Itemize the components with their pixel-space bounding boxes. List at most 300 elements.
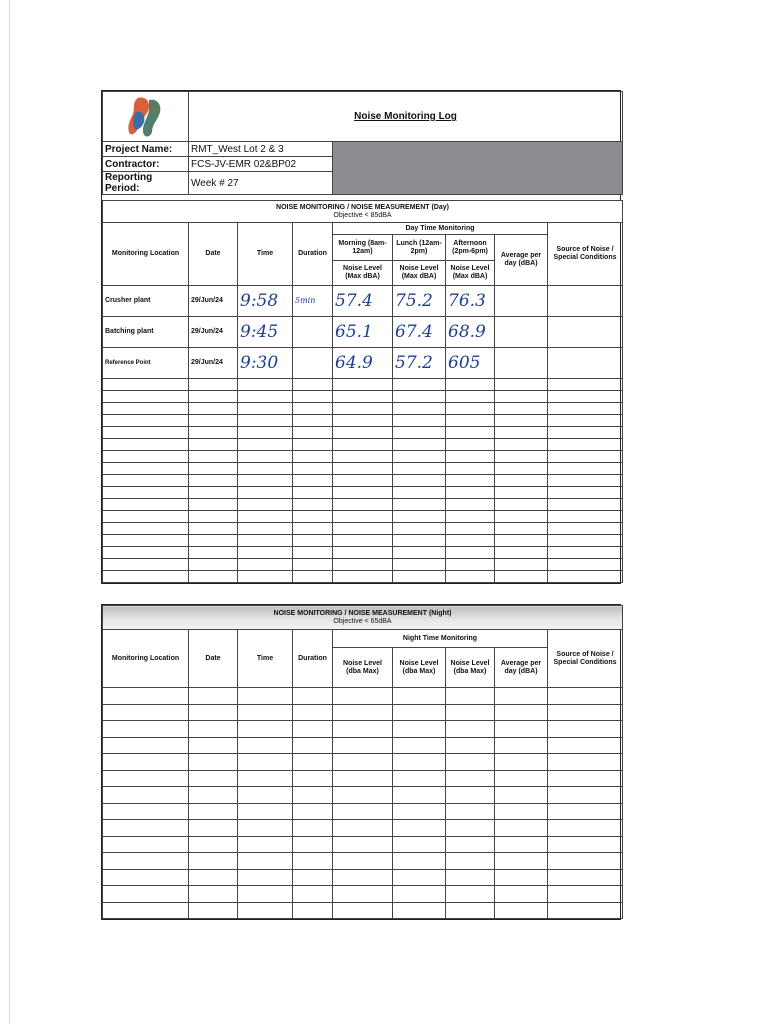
row-afternoon-level: 605 [446,348,495,379]
empty-cell [189,754,238,771]
empty-cell [189,886,238,903]
empty-cell [293,836,333,853]
empty-cell [393,571,446,583]
empty-cell [238,391,293,403]
row-date: 29/Jun/24 [189,286,238,317]
empty-cell [393,391,446,403]
empty-table-row [103,704,623,721]
empty-cell [446,787,495,804]
row-afternoon-level: 76.3 [446,286,495,317]
col-monitoring-location: Monitoring Location [103,223,189,286]
empty-cell [103,902,189,919]
shaded-header-block [333,142,623,195]
table-row [103,348,623,379]
empty-cell [103,770,189,787]
empty-cell [495,427,548,439]
empty-cell [189,463,238,475]
empty-cell [333,737,393,754]
empty-cell [393,487,446,499]
empty-cell [393,511,446,523]
empty-cell [495,547,548,559]
empty-cell [548,499,623,511]
empty-cell [293,487,333,499]
row-average [495,286,548,317]
empty-cell [189,427,238,439]
empty-cell [446,688,495,705]
empty-cell [495,803,548,820]
col-afternoon: Afternoon (2pm-6pm) [446,235,495,261]
empty-cell [189,787,238,804]
empty-cell [293,902,333,919]
empty-cell [333,721,393,738]
empty-cell [495,853,548,870]
empty-cell [333,836,393,853]
empty-cell [446,523,495,535]
empty-cell [103,439,189,451]
empty-cell [333,379,393,391]
empty-cell [103,475,189,487]
row-source [548,317,623,348]
empty-cell [495,415,548,427]
empty-cell [293,499,333,511]
empty-cell [446,571,495,583]
empty-cell [103,415,189,427]
row-average [495,348,548,379]
empty-cell [548,463,623,475]
empty-table-row [103,737,623,754]
empty-cell [238,547,293,559]
empty-cell [103,379,189,391]
row-average [495,317,548,348]
empty-table-row [103,427,623,439]
day-table [102,91,623,583]
empty-cell [103,535,189,547]
empty-cell [548,787,623,804]
empty-cell [293,523,333,535]
contractor-value: FCS-JV-EMR 02&BP02 [189,157,333,172]
empty-cell [548,523,623,535]
empty-cell [393,886,446,903]
empty-cell [103,511,189,523]
reporting-period-label: Reporting Period: [103,172,189,195]
col-morning: Morning (8am-12am) [333,235,393,261]
empty-cell [495,403,548,415]
empty-cell [333,688,393,705]
row-date: 29/Jun/24 [189,348,238,379]
empty-cell [238,571,293,583]
empty-cell [293,439,333,451]
empty-cell [293,451,333,463]
empty-cell [548,451,623,463]
empty-cell [189,391,238,403]
empty-cell [189,403,238,415]
empty-cell [333,869,393,886]
empty-cell [333,463,393,475]
empty-cell [446,535,495,547]
empty-cell [446,836,495,853]
empty-cell [548,869,623,886]
empty-table-row [103,770,623,787]
empty-cell [189,869,238,886]
empty-cell [548,886,623,903]
empty-cell [333,754,393,771]
empty-cell [293,427,333,439]
empty-cell [446,463,495,475]
col-afternoon-noise-level: Noise Level (Max dBA) [446,261,495,286]
empty-table-row [103,415,623,427]
empty-cell [446,403,495,415]
empty-cell [189,571,238,583]
col-noise-level-2: Noise Level (dba Max) [393,648,446,688]
empty-cell [446,415,495,427]
empty-cell [548,559,623,571]
empty-cell [103,787,189,804]
empty-cell [495,511,548,523]
empty-cell [548,391,623,403]
empty-cell [446,737,495,754]
empty-cell [495,391,548,403]
col-lunch: Lunch (12am-2pm) [393,235,446,261]
row-morning-level: 65.1 [333,317,393,348]
night-monitoring-form [101,604,621,920]
empty-cell [103,704,189,721]
empty-cell [393,869,446,886]
empty-cell [548,754,623,771]
col-average: Average per day (dBA) [495,648,548,688]
empty-table-row [103,820,623,837]
empty-cell [446,754,495,771]
empty-cell [238,803,293,820]
empty-cell [238,886,293,903]
row-source [548,348,623,379]
empty-cell [548,737,623,754]
col-duration: Duration [293,223,333,286]
empty-cell [446,559,495,571]
empty-cell [333,886,393,903]
row-time: 9:30 [238,348,293,379]
empty-cell [548,836,623,853]
empty-table-row [103,487,623,499]
empty-cell [446,820,495,837]
empty-cell [103,754,189,771]
empty-cell [238,451,293,463]
form-title: Noise Monitoring Log [189,92,623,142]
empty-cell [495,836,548,853]
empty-table-row [103,721,623,738]
empty-table-row [103,535,623,547]
row-duration: 5min [293,286,333,317]
empty-cell [393,836,446,853]
empty-cell [393,688,446,705]
empty-cell [495,535,548,547]
empty-cell [548,379,623,391]
empty-cell [189,770,238,787]
empty-table-row [103,902,623,919]
empty-cell [333,571,393,583]
empty-cell [446,439,495,451]
empty-cell [238,403,293,415]
empty-cell [333,415,393,427]
empty-cell [393,403,446,415]
empty-cell [393,721,446,738]
empty-table-row [103,559,623,571]
empty-cell [103,886,189,903]
col-noise-level-1: Noise Level (dba Max) [333,648,393,688]
table-row [103,286,623,317]
empty-cell [393,499,446,511]
empty-cell [189,487,238,499]
empty-cell [548,820,623,837]
empty-cell [393,451,446,463]
empty-cell [238,754,293,771]
empty-cell [393,787,446,804]
day-monitoring-form [101,90,621,584]
empty-table-row [103,439,623,451]
row-lunch-level: 75.2 [393,286,446,317]
empty-cell [333,535,393,547]
empty-cell [393,427,446,439]
col-time: Time [238,223,293,286]
project-name-value: RMT_West Lot 2 & 3 [189,142,333,157]
col-source: Source of Noise / Special Conditions [548,223,623,286]
row-lunch-level: 67.4 [393,317,446,348]
row-afternoon-level: 68.9 [446,317,495,348]
empty-cell [103,737,189,754]
empty-cell [548,439,623,451]
empty-cell [446,770,495,787]
page-edge-shadow [9,0,10,1024]
empty-cell [333,902,393,919]
logo-cell [103,92,189,142]
col-morning-noise-level: Noise Level (Max dBA) [333,261,393,286]
empty-cell [333,523,393,535]
empty-cell [189,836,238,853]
empty-table-row [103,869,623,886]
empty-cell [238,688,293,705]
empty-cell [393,439,446,451]
empty-cell [333,403,393,415]
empty-cell [238,869,293,886]
empty-cell [495,571,548,583]
empty-cell [393,559,446,571]
empty-cell [446,803,495,820]
empty-cell [238,770,293,787]
empty-cell [333,704,393,721]
empty-cell [238,439,293,451]
empty-cell [548,547,623,559]
empty-table-row [103,803,623,820]
empty-table-row [103,754,623,771]
empty-cell [548,853,623,870]
empty-cell [393,820,446,837]
empty-cell [446,886,495,903]
empty-cell [189,415,238,427]
empty-cell [293,820,333,837]
empty-cell [238,820,293,837]
empty-cell [495,787,548,804]
empty-cell [548,403,623,415]
empty-cell [189,559,238,571]
empty-cell [393,737,446,754]
col-average: Average per day (dBA) [495,235,548,286]
row-location: Reference Point [103,348,189,379]
empty-table-row [103,571,623,583]
empty-cell [446,704,495,721]
empty-cell [495,688,548,705]
day-banner [103,201,623,223]
day-objective: Objective < 85dBA [333,211,392,219]
empty-table-row [103,511,623,523]
empty-cell [238,559,293,571]
empty-cell [446,902,495,919]
empty-cell [238,415,293,427]
empty-cell [103,403,189,415]
empty-cell [333,427,393,439]
night-banner-title: NOISE MONITORING / NOISE MEASUREMENT (Night) [273,609,452,617]
col-time: Time [238,630,293,688]
empty-cell [446,869,495,886]
empty-cell [189,511,238,523]
empty-cell [495,451,548,463]
empty-table-row [103,463,623,475]
empty-cell [393,535,446,547]
col-duration: Duration [293,630,333,688]
empty-cell [495,523,548,535]
empty-table-row [103,403,623,415]
empty-cell [238,902,293,919]
empty-table-row [103,853,623,870]
row-lunch-level: 57.2 [393,348,446,379]
row-duration [293,348,333,379]
empty-cell [333,803,393,820]
empty-cell [495,886,548,903]
empty-cell [189,499,238,511]
col-date: Date [189,223,238,286]
empty-table-row [103,499,623,511]
empty-cell [238,853,293,870]
col-noise-level-3: Noise Level (dba Max) [446,648,495,688]
empty-cell [293,688,333,705]
empty-cell [103,523,189,535]
empty-cell [393,523,446,535]
empty-cell [495,770,548,787]
empty-cell [333,439,393,451]
empty-cell [548,535,623,547]
empty-cell [293,869,333,886]
empty-cell [393,803,446,820]
empty-cell [293,403,333,415]
empty-cell [495,704,548,721]
row-duration [293,317,333,348]
empty-cell [333,391,393,403]
empty-cell [103,836,189,853]
empty-cell [333,487,393,499]
empty-cell [446,391,495,403]
empty-cell [103,427,189,439]
contractor-label: Contractor: [103,157,189,172]
empty-cell [238,427,293,439]
empty-cell [446,451,495,463]
empty-cell [293,754,333,771]
empty-cell [446,487,495,499]
night-time-monitoring-header: Night Time Monitoring [333,630,548,648]
empty-cell [103,571,189,583]
empty-cell [548,511,623,523]
empty-cell [189,523,238,535]
empty-cell [293,415,333,427]
col-lunch-noise-level: Noise Level (Max dBA) [393,261,446,286]
empty-cell [446,547,495,559]
empty-cell [293,704,333,721]
empty-cell [238,704,293,721]
empty-cell [103,487,189,499]
empty-cell [393,463,446,475]
empty-cell [333,451,393,463]
empty-cell [103,721,189,738]
empty-cell [293,511,333,523]
empty-cell [495,721,548,738]
empty-table-row [103,391,623,403]
empty-cell [446,475,495,487]
empty-cell [548,427,623,439]
empty-cell [238,836,293,853]
night-table [102,605,623,919]
empty-cell [495,463,548,475]
empty-cell [103,499,189,511]
empty-cell [495,475,548,487]
empty-cell [333,499,393,511]
empty-cell [293,787,333,804]
empty-cell [548,487,623,499]
empty-cell [548,770,623,787]
empty-cell [293,559,333,571]
empty-cell [333,511,393,523]
empty-cell [103,547,189,559]
day-banner-title: NOISE MONITORING / NOISE MEASUREMENT (Day) [276,203,449,211]
empty-cell [293,463,333,475]
empty-cell [103,803,189,820]
empty-cell [189,688,238,705]
empty-cell [495,869,548,886]
empty-cell [238,379,293,391]
empty-cell [189,475,238,487]
empty-cell [238,499,293,511]
empty-cell [293,721,333,738]
row-time: 9:45 [238,317,293,348]
empty-cell [189,547,238,559]
empty-cell [393,770,446,787]
table-row [103,317,623,348]
empty-cell [293,379,333,391]
col-source: Source of Noise / Special Conditions [548,630,623,688]
row-source [548,286,623,317]
col-date: Date [189,630,238,688]
reporting-period-value: Week # 27 [189,172,333,195]
empty-cell [548,902,623,919]
empty-cell [293,770,333,787]
empty-cell [189,535,238,547]
empty-cell [189,704,238,721]
row-morning-level: 57.4 [333,286,393,317]
empty-cell [103,869,189,886]
empty-cell [189,853,238,870]
empty-cell [238,737,293,754]
empty-cell [103,820,189,837]
empty-cell [293,803,333,820]
empty-cell [393,475,446,487]
empty-cell [495,902,548,919]
empty-cell [189,439,238,451]
